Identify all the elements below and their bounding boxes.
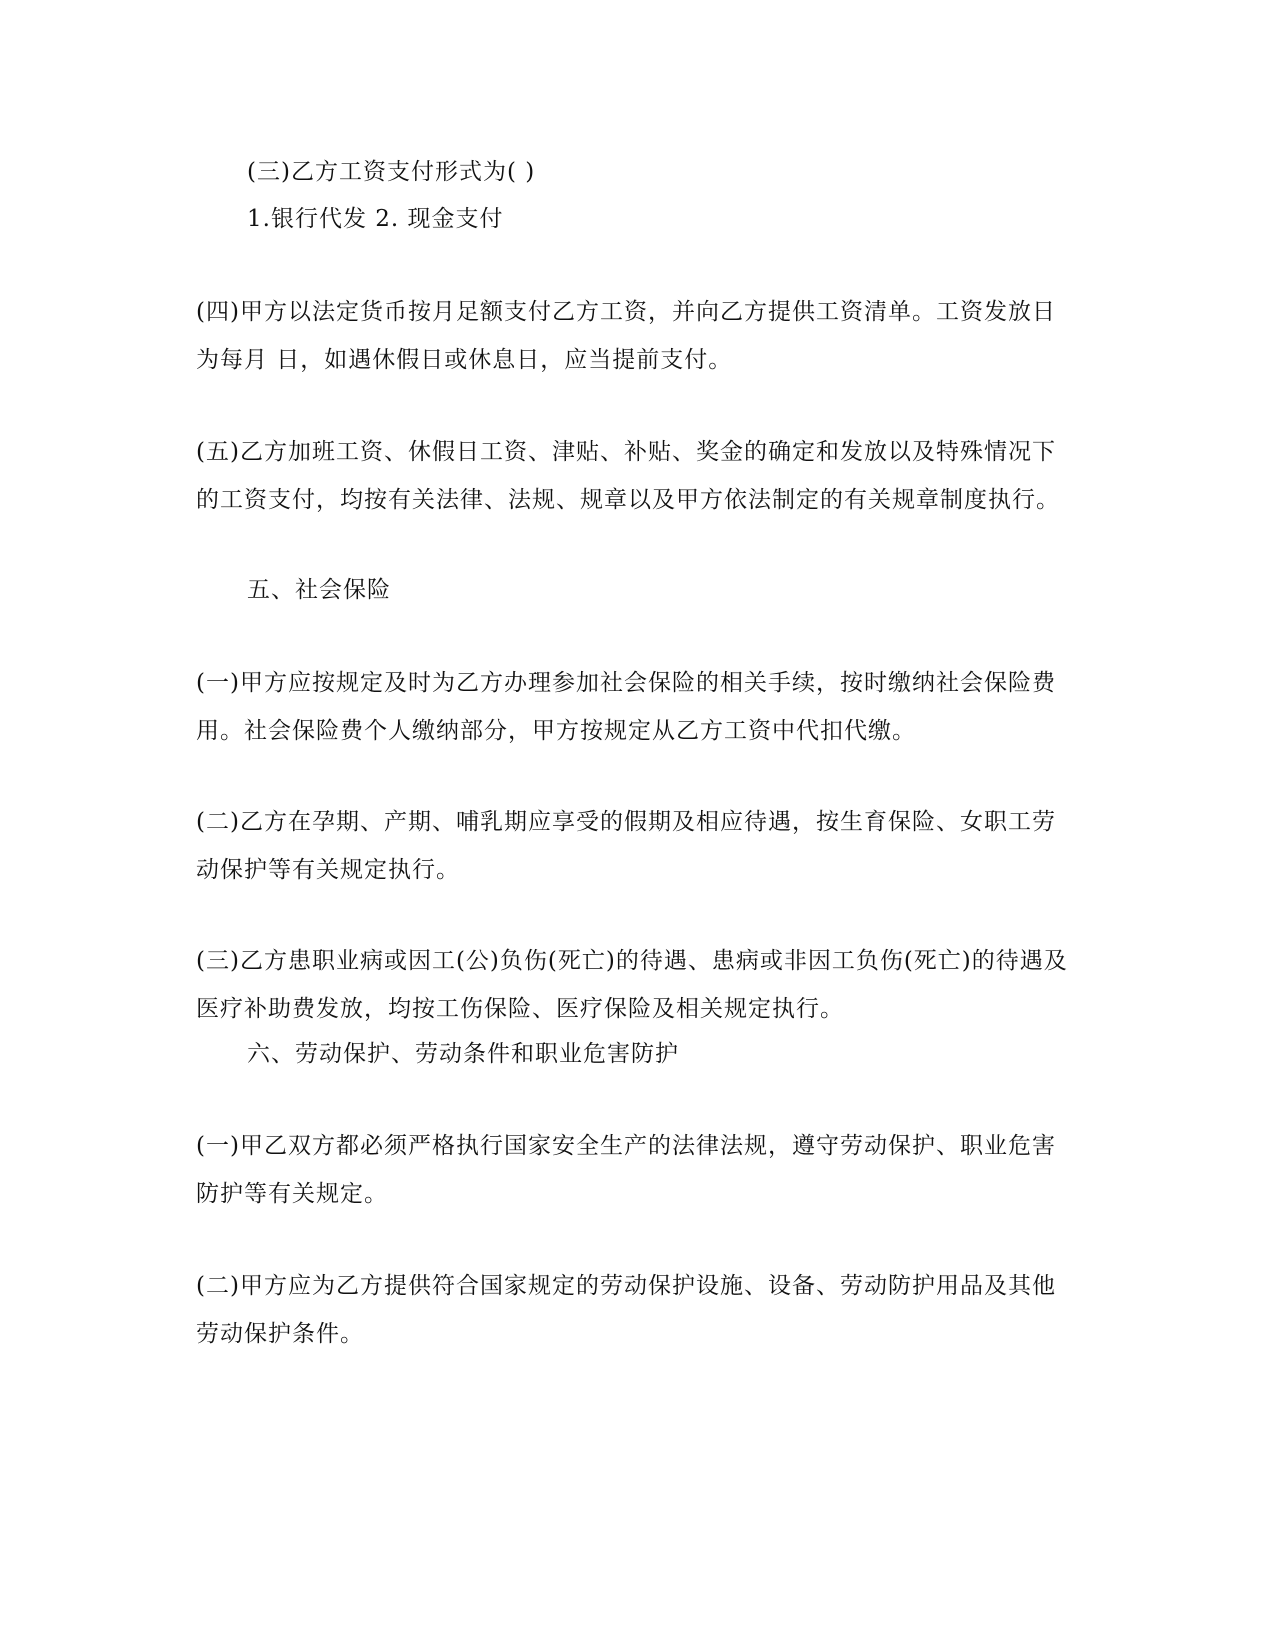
social-insurance-clause-3: (三)乙方患职业病或因工(公)负伤(死亡)的待遇、患病或非因工负伤(死亡)的待遇及医疗补助费发放，均按工伤保险、医疗保险及相关规定执行。 xyxy=(196,948,1068,1022)
wage-payment-schedule-clause: (四)甲方以法定货币按月足额支付乙方工资，并向乙方提供工资清单。工资发放日为每月 日，如遇休假日或休息日，应当提前支付。 xyxy=(196,299,1056,373)
labor-protection-clause-2: (二)甲方应为乙方提供符合国家规定的劳动保护设施、设备、劳动防护用品及其他劳动保护条件。 xyxy=(196,1273,1056,1347)
overtime-pay-clause: (五)乙方加班工资、休假日工资、津贴、补贴、奖金的确定和发放以及特殊情况下的工资支付，均按有关法律、法规、规章以及甲方依法制定的有关规章制度执行。 xyxy=(196,439,1060,513)
wage-payment-form-clause: (三)乙方工资支付形式为( ) xyxy=(247,159,536,185)
section-heading-labor-protection: 六、劳动保护、劳动条件和职业危害防护 xyxy=(247,1041,679,1067)
social-insurance-clause-1: (一)甲方应按规定及时为乙方办理参加社会保险的相关手续，按时缴纳社会保险费用。社会保险费个人缴纳部分，甲方按规定从乙方工资中代扣代缴。 xyxy=(196,670,1056,744)
social-insurance-clause-2: (二)乙方在孕期、产期、哺乳期应享受的假期及相应待遇，按生育保险、女职工劳动保护等有关规定执行。 xyxy=(196,809,1056,883)
labor-protection-clause-1: (一)甲乙双方都必须严格执行国家安全生产的法律法规，遵守劳动保护、职业危害防护等有关规定。 xyxy=(196,1133,1056,1207)
section-heading-social-insurance: 五、社会保险 xyxy=(247,577,391,603)
payment-options: 1.银行代发 2. 现金支付 xyxy=(247,206,504,232)
